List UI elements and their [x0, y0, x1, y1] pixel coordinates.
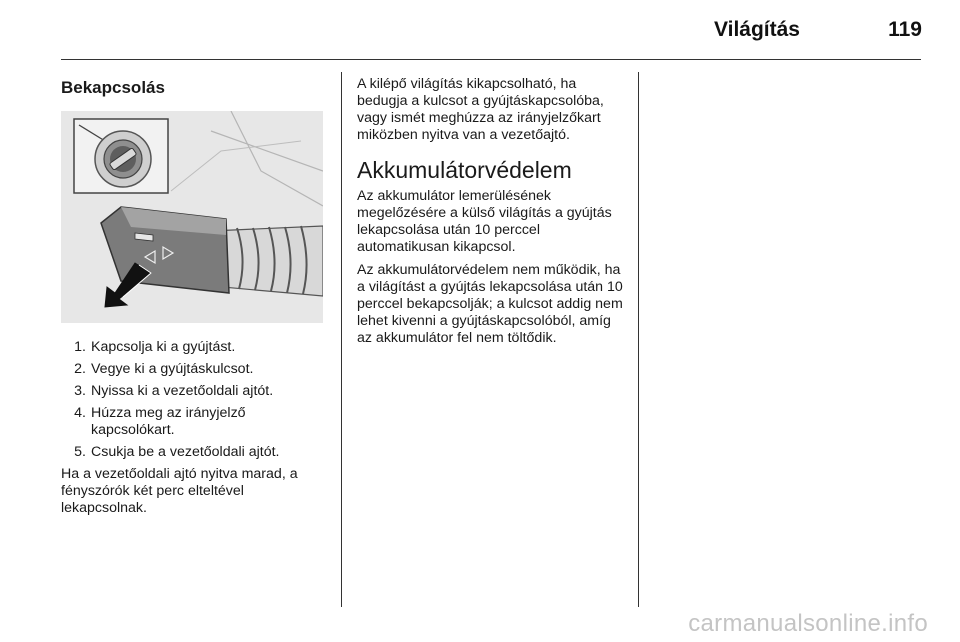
list-item: 5. Csukja be a vezetőoldali ajtót.: [74, 444, 280, 460]
watermark: carmanualsonline.info: [688, 610, 928, 637]
list-item: 1. Kapcsolja ki a gyújtást.: [74, 339, 236, 355]
column-divider-right: [638, 72, 639, 607]
turn-signal-lever-illustration: [61, 111, 323, 323]
lever-diagram: [61, 111, 323, 323]
headlight-delay-paragraph: Ha a vezetőoldali ajtó nyitva marad, a fényszórók két perc elteltével lekapcsolnak.: [61, 466, 298, 516]
exit-lighting-paragraph: A kilépő világítás kikapcsolható, ha bedugja a kulcsot a gyújtáskapcsolóba, vagy ismét meghúzza az irányjelzőkart miközben nyitva van a vezetőajtó.: [357, 76, 604, 143]
page-header-title: Világítás: [714, 18, 800, 41]
page-number: 119: [888, 18, 922, 41]
middle-column: [357, 76, 629, 353]
battery-protection-paragraph-1: Az akkumulátor lemerülésének megelőzésére a külső világítás a gyújtás lekapcsolása után 10 perccel automatikusan kikapcsol.: [357, 188, 612, 255]
left-column: [61, 74, 329, 523]
header-divider: [61, 59, 921, 60]
section-heading-bekapcsolas: Bekapcsolás: [61, 78, 165, 97]
instruction-steps: [61, 339, 329, 461]
section-heading-akkumulatorvedelem: Akkumulátorvédelem: [357, 157, 572, 183]
battery-protection-paragraph-2: Az akkumulátorvédelem nem működik, ha a világítást a gyújtás lekapcsolása után 10 perccel bekapcsolják; a kulcsot addig nem lehet kivenni a gyújtáskapcsolóból, amíg az akkumulátor fel nem töltődik.: [357, 262, 623, 346]
list-item: 2. Vegye ki a gyújtáskulcsot.: [74, 361, 254, 377]
list-item: 4. Húzza meg az irányjelző kapcsolókart.: [74, 405, 246, 438]
list-item: 3. Nyissa ki a vezetőoldali ajtót.: [74, 383, 274, 399]
column-divider-left: [341, 72, 342, 607]
